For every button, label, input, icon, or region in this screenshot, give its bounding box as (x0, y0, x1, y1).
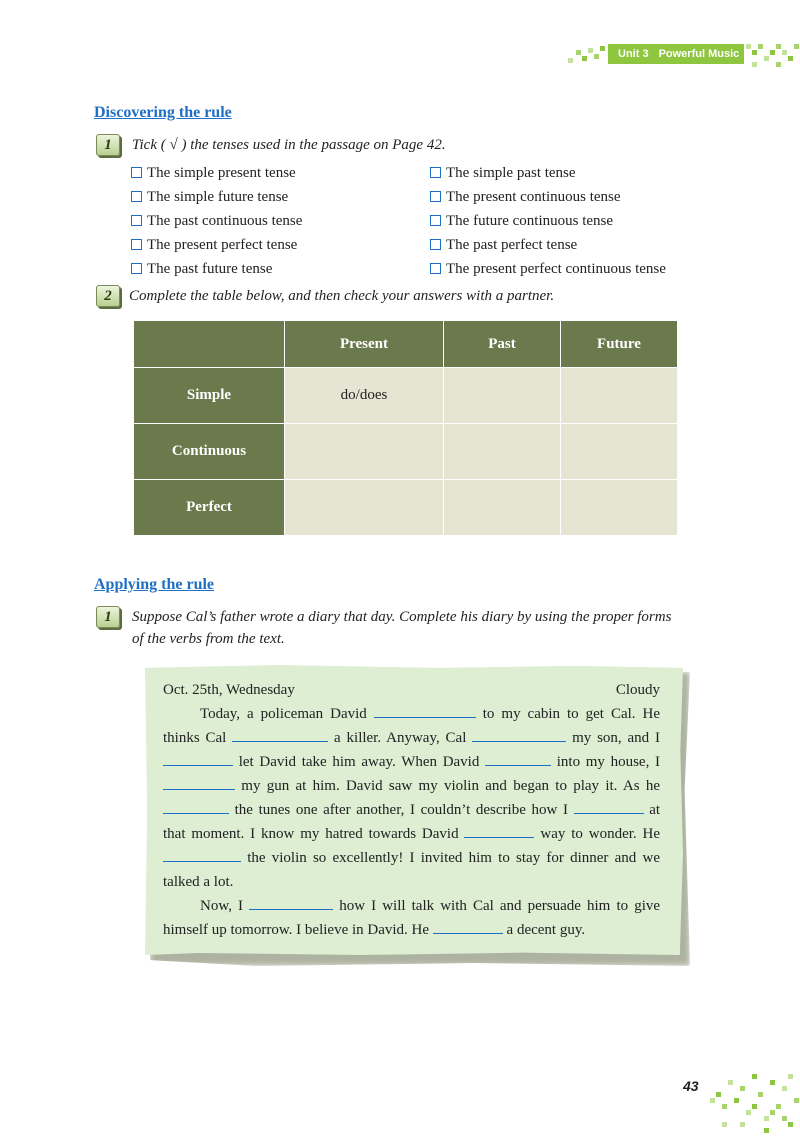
tense-options-right (430, 163, 666, 283)
tense-option[interactable] (430, 235, 666, 259)
checkbox[interactable] (131, 215, 142, 226)
diary-text-segment: how I will talk with Cal and persuade him to give himself up tomorrow. I believe in David. He (163, 898, 661, 938)
option-label: The simple present tense (147, 165, 296, 181)
answer-blank[interactable] (163, 847, 241, 862)
checkbox[interactable] (131, 239, 142, 250)
table-row (134, 368, 678, 424)
column-header: Past (444, 321, 561, 368)
checkbox[interactable] (131, 263, 142, 274)
answer-blank[interactable] (163, 799, 229, 814)
diary-paragraph (163, 894, 660, 942)
table-cell[interactable] (561, 424, 678, 480)
option-label: The future continuous tense (446, 213, 614, 229)
row-header: Perfect (134, 480, 285, 536)
table-cell[interactable] (285, 424, 444, 480)
diary-header (163, 678, 660, 702)
option-label: The simple past tense (446, 165, 576, 181)
diary-text-segment: at that moment. I know my hatred towards David (163, 802, 661, 842)
instruction-line: Suppose Cal’s father wrote a diary that day. Complete his diary by using the proper forms (132, 609, 672, 625)
table-cell[interactable]: do/does (285, 368, 444, 424)
tense-option[interactable] (131, 211, 302, 235)
diary-text-segment: my son, and I (572, 730, 661, 746)
diary-text-segment: into my house, I (556, 754, 661, 770)
task-number-badge: 1 (96, 606, 120, 628)
answer-blank[interactable] (163, 751, 233, 766)
answer-blank[interactable] (232, 727, 328, 742)
checkbox[interactable] (430, 263, 441, 274)
checkbox[interactable] (430, 215, 441, 226)
task-instruction: Complete the table below, and then check your answers with a partner. (129, 288, 555, 304)
table-corner (134, 321, 285, 368)
checkbox[interactable] (430, 239, 441, 250)
option-label: The present perfect continuous tense (446, 261, 666, 277)
answer-blank[interactable] (433, 919, 503, 934)
tense-option[interactable] (131, 259, 302, 283)
answer-blank[interactable] (249, 895, 333, 910)
diary-text-segment: my gun at him. David saw my violin and began to play it. As he (241, 778, 660, 794)
table-cell[interactable] (561, 480, 678, 536)
answer-blank[interactable] (472, 727, 566, 742)
checkbox[interactable] (430, 167, 441, 178)
diary-text-segment: a killer. Anyway, Cal (334, 730, 467, 746)
task-instruction: Tick ( √ ) the tenses used in the passage on Page 42. (132, 137, 446, 153)
task-number-badge: 1 (96, 134, 120, 156)
row-header: Simple (134, 368, 285, 424)
tense-option[interactable] (131, 163, 302, 187)
diary-text-segment: the tunes one after another, I couldn’t describe how I (234, 802, 568, 818)
checkbox[interactable] (131, 167, 142, 178)
diary-text (163, 678, 660, 942)
checkbox[interactable] (131, 191, 142, 202)
tense-option[interactable] (430, 259, 666, 283)
table-cell[interactable] (444, 424, 561, 480)
diary-paragraph (163, 702, 660, 894)
answer-blank[interactable] (574, 799, 644, 814)
table-cell[interactable] (285, 480, 444, 536)
task-number-badge: 2 (96, 285, 120, 307)
diary-text-segment: let David take him away. When David (238, 754, 480, 770)
footer-pixel-decoration (706, 1072, 800, 1138)
option-label: The past continuous tense (147, 213, 303, 229)
section-title-discovering: Discovering the rule (94, 104, 232, 121)
column-header: Future (561, 321, 678, 368)
task-instruction (132, 606, 722, 650)
table-row (134, 424, 678, 480)
table-cell[interactable] (444, 368, 561, 424)
diary-text-segment: to my cabin to get Cal. He thinks Cal (163, 706, 661, 746)
diary-text-segment: the violin so excellently! I invited him to stay for dinner and we talked a lot. (163, 850, 660, 890)
tense-option[interactable] (430, 163, 666, 187)
checkbox[interactable] (430, 191, 441, 202)
tense-option[interactable] (430, 187, 666, 211)
unit-banner (608, 44, 744, 64)
unit-label: Unit 3 (618, 48, 649, 60)
tense-table (133, 320, 678, 536)
tense-option[interactable] (430, 211, 666, 235)
answer-blank[interactable] (374, 703, 476, 718)
option-label: The present perfect tense (147, 237, 298, 253)
answer-blank[interactable] (485, 751, 551, 766)
instruction-line: of the verbs from the text. (132, 631, 285, 647)
diary-weather: Cloudy (615, 682, 660, 698)
tense-option[interactable] (131, 235, 302, 259)
diary-text-segment: Now, I (200, 898, 244, 914)
column-header: Present (285, 321, 444, 368)
option-label: The past perfect tense (446, 237, 578, 253)
option-label: The present continuous tense (446, 189, 621, 205)
diary-date: Oct. 25th, Wednesday (163, 682, 295, 698)
table-header-row (134, 321, 678, 368)
answer-blank[interactable] (464, 823, 534, 838)
page-number: 43 (683, 1078, 699, 1094)
table-row (134, 480, 678, 536)
diary-text-segment: way to wonder. He (540, 826, 661, 842)
diary-text-segment: Today, a policeman David (200, 706, 367, 722)
diary-text-segment: a decent guy. (506, 922, 586, 938)
option-label: The past future tense (147, 261, 273, 277)
table-cell[interactable] (561, 368, 678, 424)
section-title-applying: Applying the rule (94, 576, 215, 593)
tense-option[interactable] (131, 187, 302, 211)
table-cell[interactable] (444, 480, 561, 536)
row-header: Continuous (134, 424, 285, 480)
answer-blank[interactable] (163, 775, 235, 790)
unit-title: Powerful Music (658, 48, 740, 60)
tense-options-left (131, 163, 302, 283)
option-label: The simple future tense (147, 189, 289, 205)
